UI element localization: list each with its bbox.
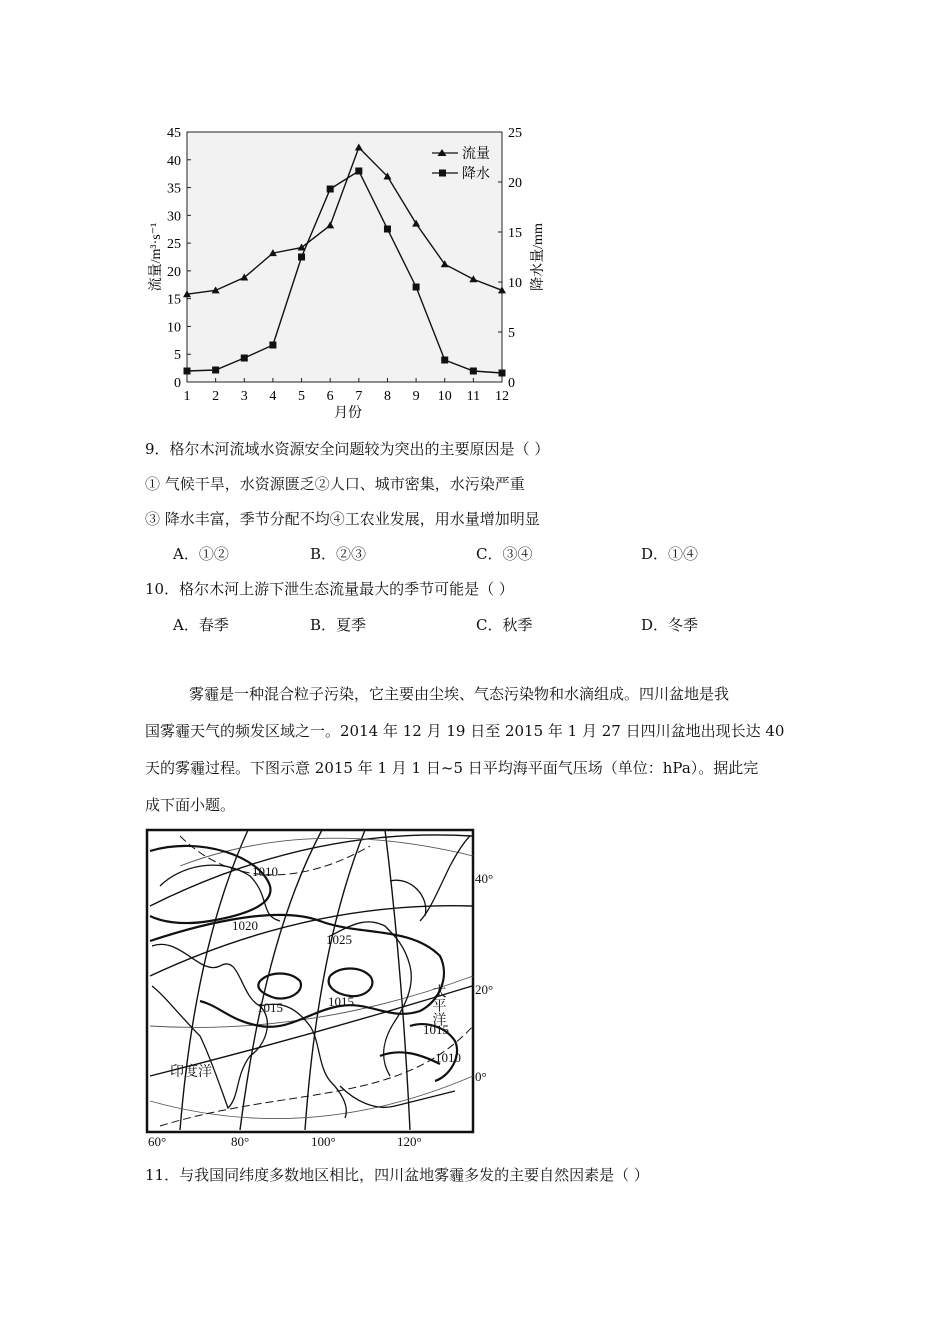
x-tick-label: 12	[495, 389, 509, 404]
latitude-labels	[475, 871, 493, 1084]
y-axis-label: 流量/m³·s⁻¹	[149, 222, 164, 292]
indian-ocean-label: 印度洋	[170, 1065, 212, 1080]
isobar-label: 1015	[328, 994, 354, 1009]
y-tick-label: 40	[167, 153, 181, 169]
svg-text:100°: 100°	[311, 1134, 336, 1148]
precip-point	[413, 284, 420, 291]
q9-option-a[interactable]: A．①②	[173, 545, 229, 563]
isobar-label: 1015	[257, 1000, 283, 1015]
x-tick-label: 9	[412, 389, 420, 404]
chart-background	[187, 132, 502, 382]
flow-precipitation-chart	[140, 120, 560, 430]
x-tick-label: 4	[269, 389, 277, 404]
x-tick-label: 8	[383, 389, 391, 404]
x-tick-label: 6	[326, 389, 334, 404]
precip-point	[355, 168, 362, 175]
isobar-label: 1010	[252, 864, 278, 879]
passage	[145, 676, 805, 824]
map-frame	[147, 830, 473, 1132]
svg-text:60°: 60°	[148, 1134, 167, 1148]
y2-tick-label: 25	[508, 126, 522, 141]
q9-option-b[interactable]: B．②③	[310, 545, 367, 563]
q10-option-c[interactable]: C．秋季	[476, 616, 533, 634]
y2-tick-label: 15	[508, 226, 522, 241]
longitude-labels	[148, 1134, 422, 1148]
precip-point	[470, 368, 477, 375]
x-tick-label: 11	[466, 389, 481, 404]
y-tick-label: 10	[167, 320, 181, 336]
precip-point	[327, 186, 334, 193]
passage-line-1: 雾霾是一种混合粒子污染，它主要由尘埃、气态污染物和水滴组成。四川盆地是我	[189, 685, 730, 703]
svg-text:20°: 20°	[475, 982, 494, 997]
y-tick-label: 20	[167, 264, 181, 280]
precip-point	[499, 370, 506, 377]
passage-line-4: 成下面小题。	[145, 796, 236, 814]
y-tick-label: 35	[167, 181, 181, 197]
precip-point	[241, 355, 248, 362]
y2-tick-label: 0	[508, 376, 515, 391]
legend-label-rain: 降水	[462, 167, 490, 182]
svg-text:120°: 120°	[397, 1134, 422, 1148]
y-tick-label: 5	[174, 348, 181, 364]
x-tick-label: 7	[355, 389, 363, 404]
precip-point	[298, 254, 305, 261]
isobar-label: 1020	[232, 918, 258, 933]
y-tick-label: 0	[174, 376, 181, 391]
x-tick-label: 2	[212, 389, 220, 404]
q9-stem: 9．格尔木河流域水资源安全问题较为突出的主要原因是（ ）	[145, 440, 550, 458]
pacific-label: 太平洋	[430, 984, 446, 1026]
passage-line-3: 天的雾霾过程。下图示意 2015 年 1 月 1 日~5 日平均海平面气压场（单位：hPa）。据此完	[145, 759, 759, 777]
svg-text:40°: 40°	[475, 871, 494, 886]
x-axis-label: 月份	[334, 406, 362, 421]
isobar-label: 1025	[326, 932, 352, 947]
q9-option-c[interactable]: C．③④	[476, 545, 533, 563]
y2-tick-label: 5	[508, 326, 515, 341]
legend-square-icon	[439, 170, 446, 177]
x-tick-label: 5	[298, 389, 306, 404]
q10-option-b[interactable]: B．夏季	[310, 616, 367, 634]
legend-label-flow: 流量	[462, 147, 490, 162]
y-tick-label: 15	[167, 292, 181, 308]
precip-point	[269, 342, 276, 349]
y2-axis-label: 降水量/mm	[531, 223, 546, 291]
q10-stem: 10．格尔木河上游下泄生态流量最大的季节可能是（ ）	[145, 580, 514, 598]
x-tick-label: 1	[183, 389, 191, 404]
q10-option-d[interactable]: D．冬季	[641, 616, 699, 634]
q10-option-a[interactable]: A．春季	[173, 616, 229, 634]
pressure-map	[140, 826, 500, 1148]
y2-tick-label: 20	[508, 176, 522, 191]
x-tick-label: 10	[437, 389, 452, 404]
svg-text:0°: 0°	[475, 1069, 487, 1084]
svg-text:80°: 80°	[231, 1134, 250, 1148]
y-tick-label: 25	[167, 237, 181, 253]
isobar-label: 1010	[435, 1050, 461, 1065]
precip-point	[384, 226, 391, 233]
q9-statement-1: ① 气候干旱，水资源匮乏②人口、城市密集，水污染严重	[145, 475, 525, 493]
x-tick-label: 3	[240, 389, 248, 404]
q9-option-d[interactable]: D．①④	[641, 545, 699, 563]
passage-line-2: 国雾霾天气的频发区域之一。2014 年 12 月 19 日至 2015 年 1 月 27 日四川盆地出现长达 40	[145, 722, 785, 740]
precip-point	[184, 368, 191, 375]
y-tick-label: 30	[167, 209, 181, 225]
y2-tick-label: 10	[508, 276, 522, 291]
precip-point	[441, 357, 448, 364]
y-tick-label: 45	[167, 126, 181, 141]
isobar-label: 1015	[423, 1022, 449, 1037]
q11-stem: 11．与我国同纬度多数地区相比，四川盆地雾霾多发的主要自然因素是（ ）	[145, 1166, 649, 1184]
q9-statement-2: ③ 降水丰富，季节分配不均④工农业发展，用水量增加明显	[145, 510, 540, 528]
precip-point	[212, 367, 219, 374]
